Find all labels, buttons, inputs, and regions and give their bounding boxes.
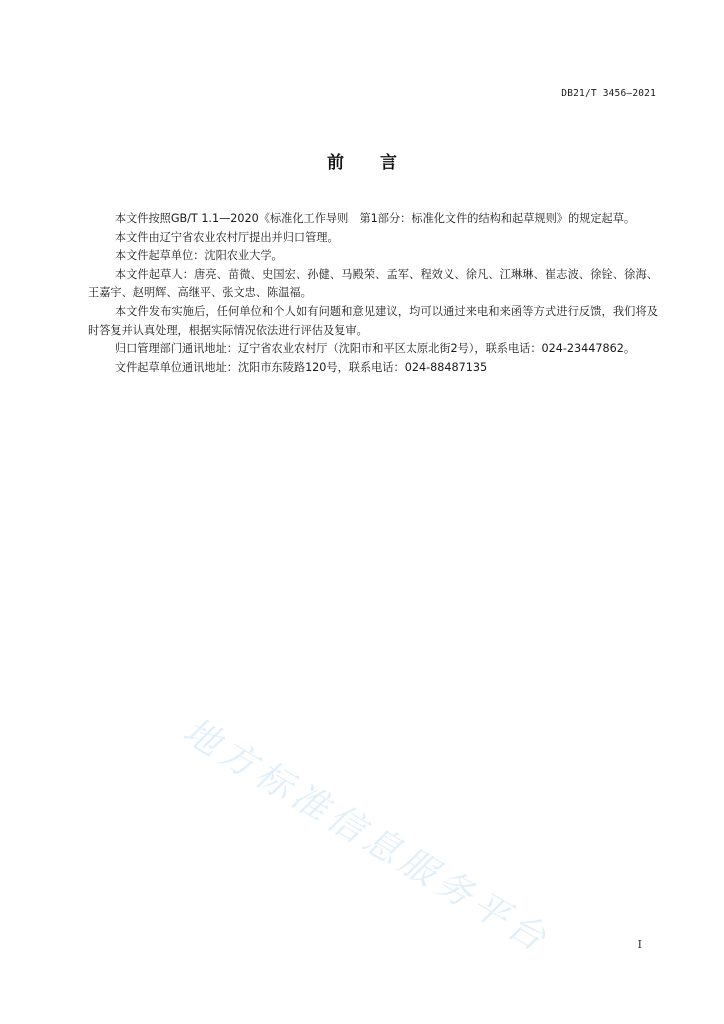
page-number: I [637, 938, 642, 951]
watermark: 地方标准信息服务平台 [175, 710, 558, 962]
paragraph-drafting-rules: 本文件按照GB/T 1.1—2020《标准化工作导则 第1部分：标准化文件的结构和起草规则》的规定起草。 [114, 212, 636, 225]
paragraph-drafters: 本文件起草人：唐亮、苗微、史国宏、孙健、马殿荣、孟军、程效义、徐凡、江琳琳、崔志波、徐铨、徐海、王嘉宇、赵明辉、高继平、张文忠、陈温福。 [88, 267, 658, 300]
document-code: DB21/T 3456—2021 [561, 88, 656, 99]
preface-body [88, 210, 658, 377]
paragraph-drafter-address: 文件起草单位通讯地址：沈阳市东陵路120号，联系电话：024-88487135 [114, 360, 488, 374]
paragraph-proposer: 本文件由辽宁省农业农村厅提出并归口管理。 [114, 230, 339, 244]
paragraph-drafting-unit: 本文件起草单位：沈阳农业大学。 [114, 249, 283, 263]
paragraph-authority-address: 归口管理部门通讯地址：辽宁省农业农村厅（沈阳市和平区太原北街2号），联系电话：024-23447862。 [114, 342, 636, 356]
paragraph-feedback: 本文件发布实施后，任何单位和个人如有问题和意见建议，均可以通过来电和来函等方式进行反馈，我们将及时答复并认真处理，根据实际情况依法进行评估及复审。 [88, 304, 658, 337]
page-title: 前言 [327, 153, 433, 173]
